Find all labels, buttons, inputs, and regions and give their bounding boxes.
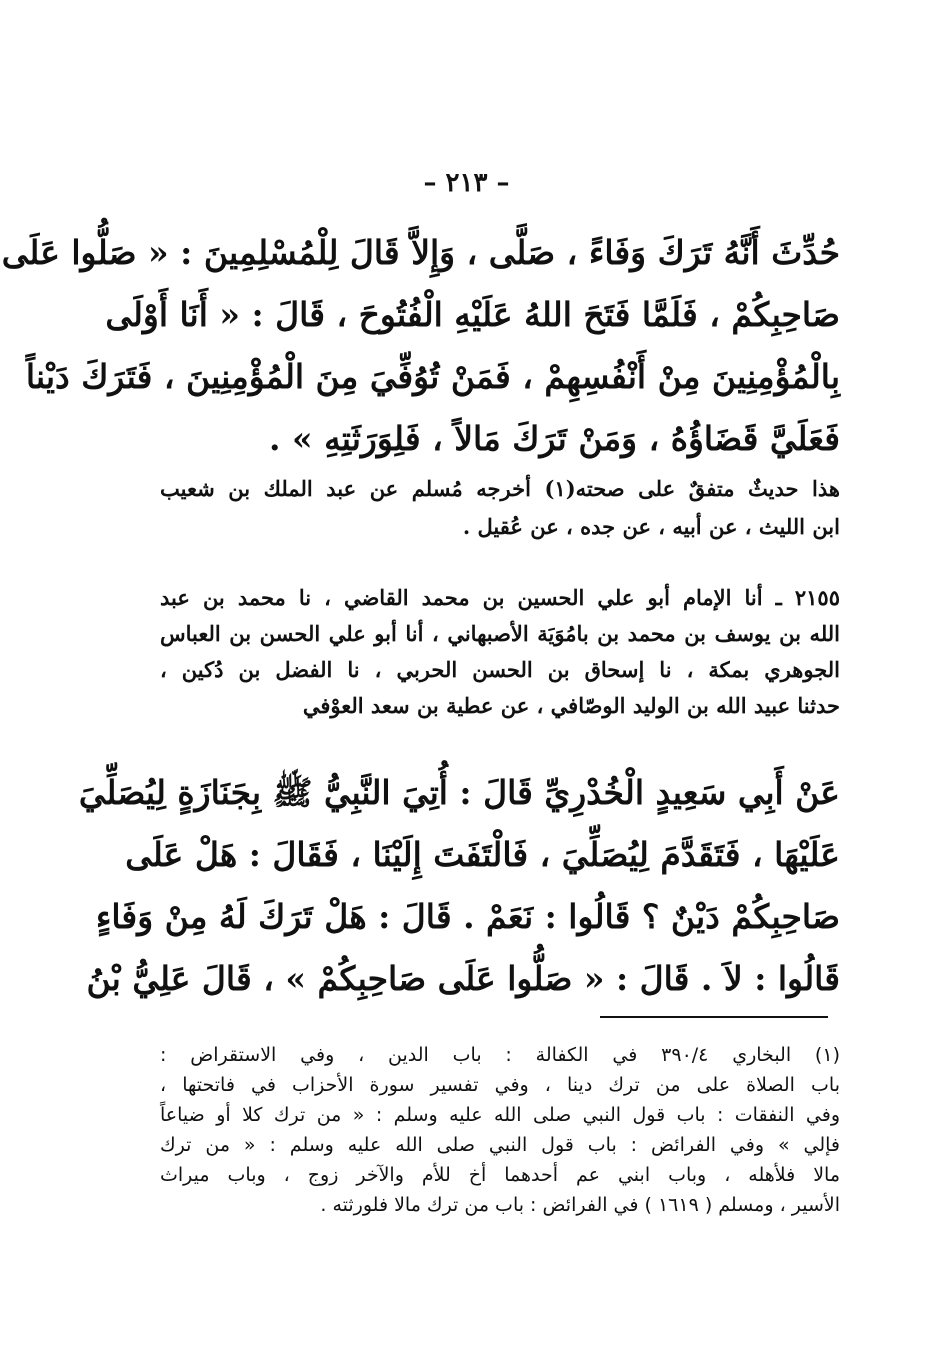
isnad-paragraph <box>160 580 840 724</box>
text-line: هذا حديثٌ متفقٌ على صحته(١) أخرجه مُسلم عن عبد الملك بن شعيب <box>160 476 840 501</box>
text-line: قَالُوا : لاَ . قَالَ : « صَلُّوا عَلَى صَاحِبِكُمْ » ، قَالَ عَلِيُّ بْنُ <box>86 959 840 998</box>
text-line: عَلَيْهَا ، فَتَقَدَّمَ لِيُصَلِّيَ ، فَالْتَفَتَ إِلَيْنَا ، فَقَالَ : هَلْ عَلَى <box>125 835 840 874</box>
text-line: صَاحِبِكُمْ ، فَلَمَّا فَتَحَ اللهُ عَلَيْهِ الْفُتُوحَ ، قَالَ : « أَنَا أَوْلَى <box>105 295 840 334</box>
text-line: بِالْمُؤْمِنِينَ مِنْ أَنْفُسِهِمْ ، فَمَنْ تُوُفِّيَ مِنَ الْمُؤْمِنِينَ ، فَتَرَكَ دَيْناً <box>25 357 840 396</box>
footnote-line: باب الصلاة على من ترك دينا ، وفي تفسير سورة الأحزاب في فاتحتها ، <box>160 1074 840 1096</box>
text-line: عَنْ أَبِي سَعِيدٍ الْخُدْرِيِّ قَالَ : أُتِيَ النَّبِيُّ ﷺ بِجَنَازَةٍ لِيُصَلِّيَ <box>78 773 840 812</box>
footnote-line: مالا فلأهله ، وباب ابني عم أحدهما أخ للأم والآخر زوج ، وباب ميراث <box>160 1164 840 1186</box>
text-line: ابن الليث ، عن أبيه ، عن جده ، عن عُقيل . <box>462 514 840 539</box>
text-line: فَعَلَيَّ قَضَاؤُهُ ، وَمَنْ تَرَكَ مَالاً ، فَلِوَرَثَتِهِ » . <box>268 419 840 458</box>
page-number: – ٢١٣ – <box>423 168 510 198</box>
commentary-paragraph <box>160 470 840 546</box>
footnote-line: فإلي » وفي الفرائض : باب قول النبي صلى الله عليه وسلم : « من ترك <box>160 1134 840 1156</box>
text-line: الجوهري بمكة ، نا إسحاق بن الحسن الحربي ، نا الفضل بن دُكين ، <box>160 657 840 682</box>
text-line: ٢١٥٥ ـ أنا الإمام أبو علي الحسين بن محمد القاضي ، نا محمد بن عبد <box>160 585 840 610</box>
footnote-line: وفي النفقات : باب قول النبي صلى الله عليه وسلم : « من ترك كلا أو ضياعاً <box>160 1104 840 1126</box>
hadith-text-bottom <box>78 762 840 1010</box>
text-line: الله بن يوسف بن محمد بن بامُوَيَة الأصبهاني ، أنا أبو علي الحسن بن العباس <box>160 621 840 646</box>
text-line: حُدِّثَ أَنَّهُ تَرَكَ وَفَاءً ، صَلَّى ، وَإِلاَّ قَالَ لِلْمُسْلِمِينَ : « صَلُّوا عَلَى <box>1 233 840 272</box>
text-line: حدثنا عبيد الله بن الوليد الوصّافي ، عن عطية بن سعد العوْفي <box>302 693 840 718</box>
text-line: صَاحِبِكُمْ دَيْنٌ ؟ قَالُوا : نَعَمْ . قَالَ : هَلْ تَرَكَ لَهُ مِنْ وَفَاءٍ <box>95 897 840 936</box>
footnotes <box>160 1040 840 1220</box>
footnote-line: (١) البخاري ٣٩٠/٤ في الكفالة : باب الدين ، وفي الاستقراض : <box>160 1044 840 1066</box>
footnote-line: الأسير ، ومسلم ( ١٦١٩ ) في الفرائض : باب من ترك مالا فلورثته . <box>320 1194 840 1216</box>
hadith-text-top <box>1 222 840 470</box>
footnote-divider <box>600 1016 828 1018</box>
